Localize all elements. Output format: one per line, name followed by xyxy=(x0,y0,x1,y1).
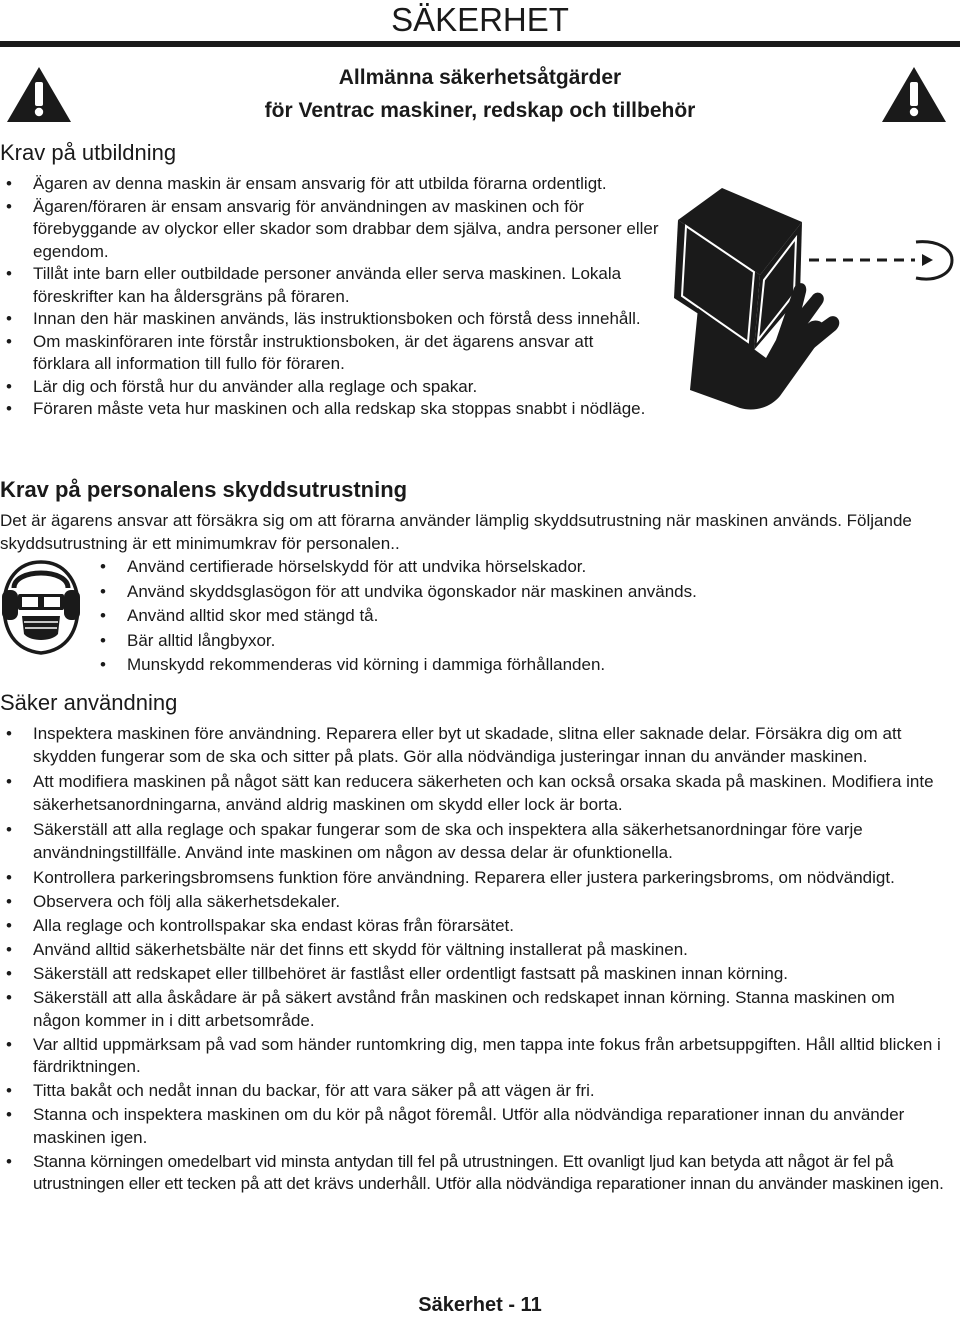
list-item: • Använd certifierade hörselskydd för att undvika hörselskador. xyxy=(94,556,924,579)
list-item: • Om maskinföraren inte förstår instruktionsboken, är det ägarens ansvar att förklara all information till fullo för föraren. xyxy=(0,331,653,376)
list-item: • Kontrollera parkeringsbromsens funktion före användning. Reparera eller justera parkeringsbroms, om nödvändigt. xyxy=(0,867,958,890)
list-item: • Titta bakåt och nedåt innan du backar, för att vara säker på att vägen är fri. xyxy=(0,1080,958,1103)
subtitle-line-1: Allmänna säkerhetsåtgärder xyxy=(338,66,622,89)
list-item: • Inspektera maskinen före användning. Reparera eller byt ut skadade, slitna eller saknade delar. Försäkra dig om att skydden fungerar som de ska och sitter på plats. Gör alla nödvändiga justeringar innan du använder maskinen. xyxy=(0,723,938,768)
section-heading-ppe: Krav på personalens skyddsutrustning xyxy=(0,477,408,502)
list-item: • Bär alltid långbyxor. xyxy=(94,630,924,653)
page-footer: Säkerhet - 11 xyxy=(418,1294,542,1316)
ppe-intro: Det är ägarens ansvar att försäkra sig om att förarna använder lämplig skyddsutrustning när maskinen används. Följande skyddsutrustning är ett minimumkrav för personalen.. xyxy=(0,511,912,553)
list-item: • Munskydd rekommenderas vid körning i dammiga förhållanden. xyxy=(94,654,924,677)
warning-triangle-icon xyxy=(880,64,948,124)
safe-use-list xyxy=(0,723,958,1197)
page-title: SÄKERHET xyxy=(391,1,569,38)
list-item: • Stanna och inspektera maskinen om du kör på något föremål. Utför alla nödvändiga reparationer innan du använder maskinen igen. xyxy=(0,1104,960,1149)
ppe-list xyxy=(94,556,924,677)
subtitle-line-2: för Ventrac maskiner, redskap och tillbehör xyxy=(264,99,696,122)
list-item: • Använd alltid säkerhetsbälte när det finns ett skydd för vältning installerat på maskinen. xyxy=(0,939,958,962)
list-item: • Använd skyddsglasögon för att undvika ögonskador när maskinen används. xyxy=(94,581,924,604)
list-item: • Använd alltid skor med stängd tå. xyxy=(94,605,924,628)
ppe-head-icon xyxy=(0,558,82,656)
list-item: • Ägaren/föraren är ensam ansvarig för användningen av maskinen och för förebyggande av olyckor eller skador som drabbar dem själva, andra personer eller egendom. xyxy=(0,196,683,264)
warning-triangle-icon xyxy=(5,64,73,124)
list-item: • Innan den här maskinen används, läs instruktionsboken och förstå dess innehåll. xyxy=(0,308,643,331)
read-manual-icon xyxy=(670,180,956,415)
section-heading-safe-use: Säker användning xyxy=(0,690,178,715)
list-item: • Ägaren av denna maskin är ensam ansvarig för att utbilda förarna ordentligt. xyxy=(0,173,790,196)
list-item: • Att modifiera maskinen på något sätt kan reducera säkerheten och kan också orsaka skada på maskinen. Modifiera inte säkerhetsanordningarna, använd aldrig maskinen om skydd eller lock är borta. xyxy=(0,771,958,816)
list-item: • Observera och följ alla säkerhetsdekaler. xyxy=(0,891,958,914)
list-item: • Lär dig och förstå hur du använder alla reglage och spakar. xyxy=(0,376,790,399)
list-item: • Alla reglage och kontrollspakar ska endast köras från förarsätet. xyxy=(0,915,958,938)
list-item: • Säkerställ att alla åskådare är på säkert avstånd från maskinen och redskapet innan körning. Stanna maskinen om någon kommer in i ditt arbetsområde. xyxy=(0,987,938,1032)
list-item: • Säkerställ att alla reglage och spakar fungerar som de ska och inspektera alla säkerhetsanordningar före varje användningstillfälle. Använd inte maskinen om någon av dessa delar är ofunktionella. xyxy=(0,819,938,864)
list-item: • Var alltid uppmärksam på vad som händer runtomkring dig, men tappa inte fokus från arbetsuppgiften. Håll alltid blicken i färdriktningen. xyxy=(0,1034,953,1079)
title-rule xyxy=(0,41,960,47)
list-item: • Stanna körningen omedelbart vid minsta antydan till fel på utrustningen. Ett ovanligt ljud kan betyda att något är fel på utrustningen eller ett tecken på att det krävs underhåll. Utför alla nödvändiga reparationer innan du använder maskinen igen. xyxy=(0,1151,960,1196)
list-item: • Föraren måste veta hur maskinen och alla redskap ska stoppas snabbt i nödläge. xyxy=(0,398,790,421)
list-item: • Säkerställ att redskapet eller tillbehöret är fastlåst eller ordentligt fastsatt på maskinen innan körning. xyxy=(0,963,958,986)
list-item: • Tillåt inte barn eller outbildade personer använda eller serva maskinen. Lokala föreskrifter kan ha åldersgräns på föraren. xyxy=(0,263,683,308)
section-heading-training: Krav på utbildning xyxy=(0,140,177,165)
